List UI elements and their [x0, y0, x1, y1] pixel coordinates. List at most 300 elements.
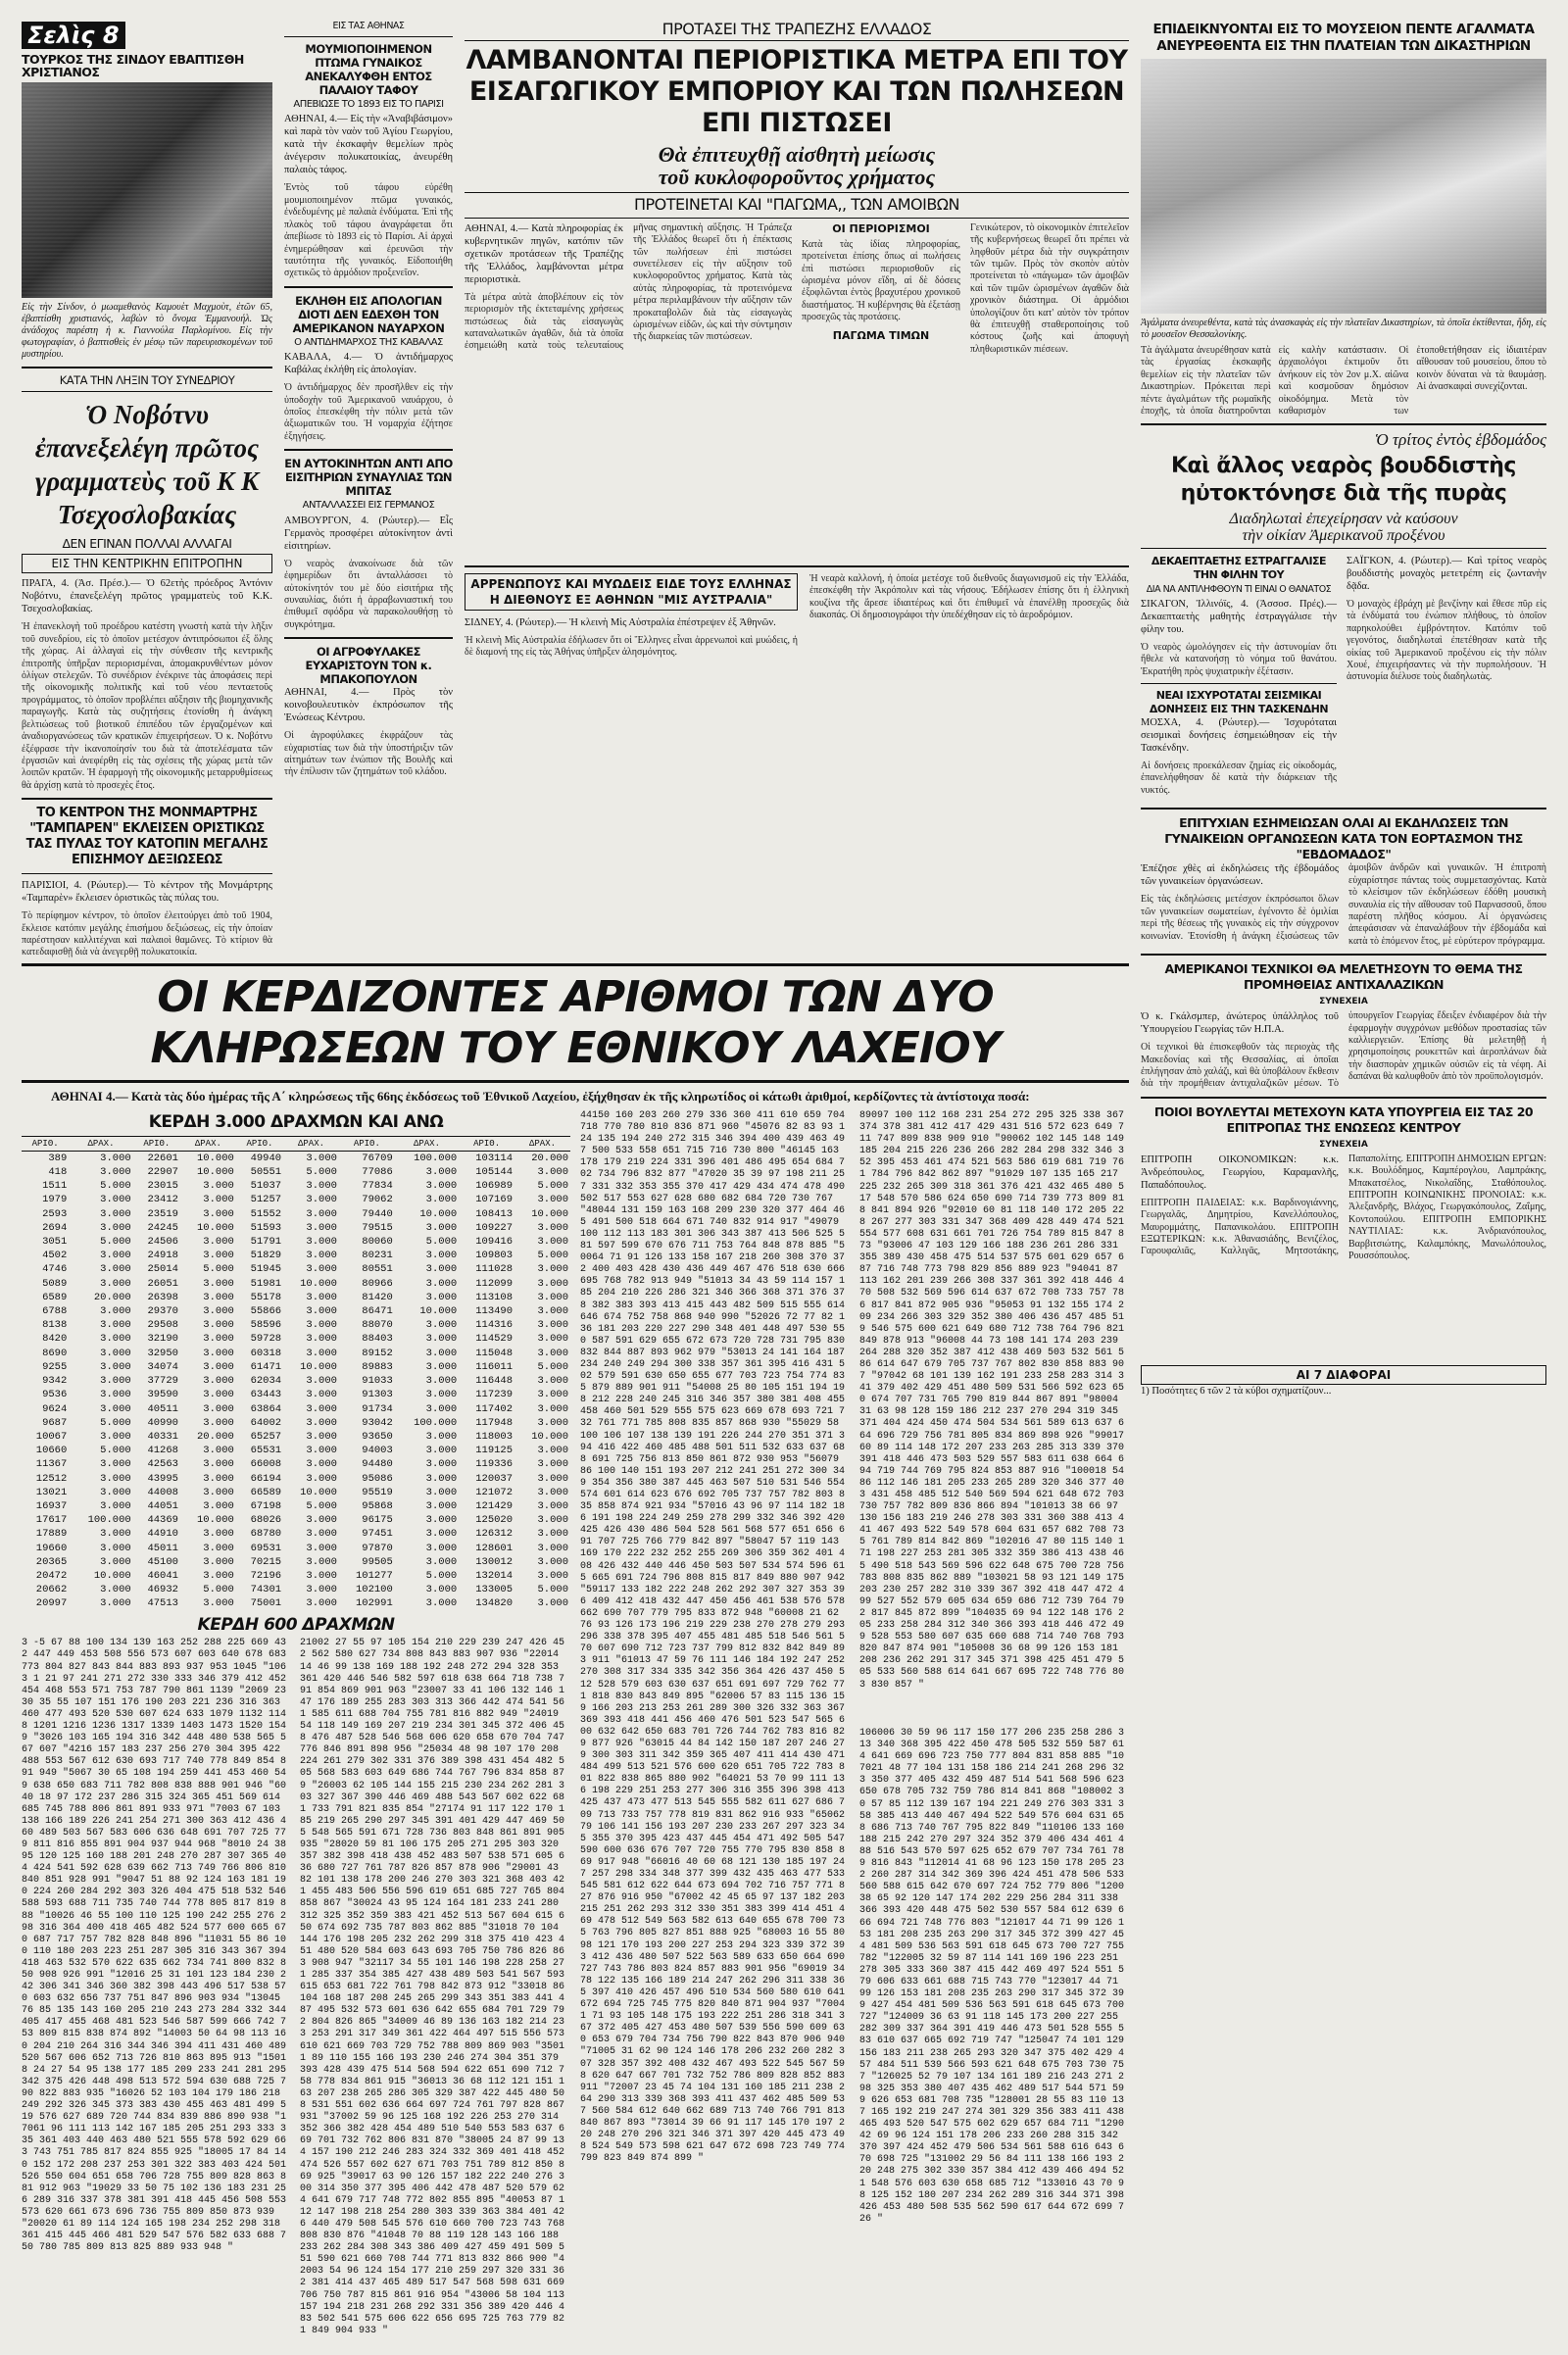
prize-amount: 3.000	[306, 1152, 337, 1164]
prize-amount: 10.000	[93, 1569, 131, 1582]
mummy-text: ΑΘΗΝΑΙ, 4.— Εἰς τὴν «Ἀναβιβάσιμον» καὶ παρὰ τὸν ναὸν τοῦ Ἁγίου Γεωργίου, κατὰ τὴν ἐκσκαφὴν θεμελίων πρὸς ἀνέγερσιν πολυκατοικίας, ἀνευρέθη παλαιὸς τάφος.	[284, 114, 453, 176]
ticket-number: 103114	[475, 1152, 514, 1164]
ticket-number: 17889	[35, 1528, 68, 1541]
ticket-number: 79515	[362, 1221, 393, 1234]
womens-week-body	[1141, 862, 1546, 948]
ticket-number: 106989	[475, 1180, 514, 1193]
ticket-number: 116448	[475, 1375, 514, 1388]
col-drach-4: ΔΡΑΧ.	[395, 1136, 459, 1151]
prize-amount: 3.000	[306, 1584, 337, 1596]
ticket-number: 58596	[250, 1319, 282, 1332]
ticket-number: 86471	[362, 1305, 393, 1318]
tashkent-body-filler: Αἱ δονήσεις προεκάλεσαν ζημίας εἰς οἰκοδομάς, ἐπανελήφθησαν δὲ κατὰ τὴν διάρκειαν τῆς νυκτός.	[1141, 760, 1337, 796]
prize-amount: 3.000	[306, 1430, 337, 1443]
ticket-number: 91033	[362, 1375, 393, 1388]
prize-amount: 3.000	[100, 1584, 131, 1596]
ticket-number: 134820	[475, 1597, 514, 1610]
lottery-section	[22, 957, 1129, 2355]
ticket-number: 25014	[147, 1263, 178, 1276]
prize-amount: 3.000	[100, 1263, 131, 1276]
bank-headline: ΛΑΜΒΑΝΟΝΤΑΙ ΠΕΡΙΟΡΙΣΤΙΚΑ ΜΕΤΡΑ ΕΠΙ ΤΟΥ ΕΙΣΑΓΩΓΙΚΟΥ ΕΜΠΟΡΙΟΥ ΚΑΙ ΤΩΝ ΠΩΛΗΣΕΩΝ ΕΠΙ ΠΙΣΤΩΣΕΙ	[466, 44, 1128, 138]
monk-body-filler: Ὁ μοναχὸς ἐβράχη μὲ βενζίνην καὶ ἔθεσε πῦρ εἰς τὰ ἐνδύματά του ἐνώπιον πλήθους, τὸ ὁποῖον παρηκολούθει ἐμβρόντητον. Κατόπιν τοῦ γεγονότος, διαδηλωταὶ ἐπετέθησαν κατὰ τῆς οἰκίας τοῦ Ἀμερικανοῦ προξένου εἰς τὴν πόλιν Χουέ, ἐπιχειρήσαντες νὰ τὴν πυρπολήσουν. Ἡ ἀστυνομία διέλυσε τοὺς διαδηλωτὰς.	[1347, 598, 1546, 683]
prize-amount: 3.000	[100, 1305, 131, 1318]
ticket-number: 62034	[250, 1375, 282, 1388]
prize-amount: 3.000	[100, 1555, 131, 1568]
ticket-number: 80966	[362, 1277, 393, 1290]
prize-amount: 3.000	[100, 1499, 131, 1512]
prize-amount: 3.000	[100, 1360, 131, 1373]
ticket-number: 29370	[147, 1305, 178, 1318]
diafores-headline: ΑΙ 7 ΔΙΑΦΟΡΑΙ	[1141, 1365, 1546, 1385]
table-row	[22, 1347, 570, 1360]
table-row	[22, 1332, 570, 1346]
ticket-number: 23412	[147, 1194, 178, 1206]
prize-amount: 10.000	[300, 1277, 337, 1290]
ticket-number: 89152	[362, 1347, 393, 1359]
prize-amount: 10.000	[531, 1430, 568, 1443]
prize-amount: 3.000	[100, 1402, 131, 1415]
ticket-number: 41268	[147, 1445, 178, 1457]
ticket-number: 89883	[362, 1360, 393, 1373]
navarchon-text: ΚΑΒΑΛΑ, 4.— Ὁ ἀντιδήμαρχος Καβάλας ἐκλήθη εἰς ἀπολογίαν.	[284, 352, 453, 376]
prize-amount: 3.000	[425, 1486, 458, 1498]
table-row	[22, 1193, 570, 1206]
monk-kicker: Ὁ τρίτος ἐντὸς ἑβδομάδος	[1374, 430, 1546, 450]
prize-amount: 3.000	[100, 1458, 131, 1471]
ticket-number: 112099	[475, 1277, 514, 1290]
mummy-deck: ΑΠΕΒΙΩΣΕ ΤΟ 1893 ΕΙΣ ΤΟ ΠΑΡΙΣΙ	[293, 98, 444, 110]
lottery-small-list-1: 3 -5 67 88 100 134 139 163 252 288 225 669 432 447 449 453 508 556 573 607 603 640 678 683 773 804 827 843 844 883 893 937 953 1045 "1063 1 21 97 241 271 272 330 333 346 379 412 452 454 468 553 571 753 787 790 861 1139 "2069 23 30 35 55 107 151 176 190 203 221 236 316 363 460 477 493 520 530 607 624 633 1079 1132 1148 1201 1216 1236 1317 1339 1403 1473 1520 1549 "3026 103 165 194 316 342 448 480 538 565 567 607 "4216 157 183 237 256 270 304 395 422 488 553 567 612 630 693 717 740 778 849 854 891 949 "5067 30 65 108 194 259 441 453 460 549 638 650 683 711 782 808 838 888 901 946 "6040 18 97 172 237 286 315 324 365 451 569 614 685 745 788 806 861 891 933 971 "7003 67 103 138 166 189 226 241 254 271 300 363 412 436 460 489 503 567 583 606 636 648 691 707 725 779 811 816 855 891 904 937 944 968 "8010 24 38 95 120 125 160 188 201 248 270 287 307 365 404 424 541 592 628 639 662 713 749 766 806 810 840 851 928 991 "9047 51 88 92 124 163 181 190 224 260 284 292 303 326 404 475 518 532 546 588 593 688 711 735 740 744 778 805 817 819 888 "10026 46 55 100 110 125 190 242 255 276 298 316 364 400 418 465 482 524 577 600 665 670 687 717 757 782 828 848 896 "11031 55 86 100 110 180 203 223 251 287 305 316 343 367 394 418 463 532 570 622 635 662 734 741 800 832 850 908 926 991 "12016 25 31 101 123 184 230 242 306 341 346 360 382 398 443 496 517 538 570 603 632 656 737 751 847 896 903 934 "13045 76 85 135 143 160 205 210 243 273 284 332 344 405 417 455 468 481 523 546 587 599 666 742 753 809 815 838 874 892 "14003 50 64 98 113 160 204 210 264 316 344 346 394 411 431 460 489 520 567 606 652 713 726 810 863 895 913 "15018 24 27 54 95 138 177 185 209 233 241 281 295 342 375 426 448 498 513 572 594 630 688 725 790 822 883 935 "16026 52 103 104 179 186 218 249 292 326 345 373 383 430 455 463 481 499 519 576 627 689 720 744 834 839 886 890 938 "17061 96 111 113 142 167 185 205 251 293 333 335 361 403 440 463 480 521 555 578 592 629 663 743 751 785 817 824 855 925 "18005 17 84 140 152 172 208 237 253 301 322 383 403 424 501 526 550 604 651 658 706 728 755 809 828 863 881 912 963 "19029 33 50 75 102 136 183 231 256 289 316 337 378 381 391 418 445 456 508 553 573 620 661 673 696 736 755 809 850 873 939 "20020 61 89 114 124 165 198 234 252 298 318 361 415 445 466 481 529 547 576 582 633 688 750 780 785 809 813 825 889 933 948 "	[22, 1638, 293, 2254]
ticket-number: 94480	[362, 1458, 393, 1471]
ticket-number: 46932	[147, 1584, 178, 1596]
table-row	[22, 1499, 570, 1513]
ticket-number: 9687	[42, 1416, 68, 1429]
prize-amount: 3.000	[537, 1416, 568, 1429]
baptism-headline: ΤΟΥΡΚΟΣ ΤΗΣ ΣΙΝΔΟΥ ΕΒΑΠΤΙΣΘΗ ΧΡΙΣΤΙΑΝΟΣ	[22, 52, 244, 80]
bank-subhead-1: ΟΙ ΠΕΡΙΟΡΙΣΜΟΙ	[832, 221, 930, 235]
ticket-number: 109803	[475, 1250, 514, 1262]
prize-amount: 3.000	[203, 1402, 234, 1415]
table-row	[22, 1291, 570, 1304]
table-row	[22, 1583, 570, 1596]
lottery-big-title: ΚΕΡΔΗ 3.000 ΔΡΑΧΜΩΝ ΚΑΙ ΑΝΩ	[148, 1112, 444, 1132]
table-row	[22, 1207, 570, 1221]
ticket-number: 46041	[147, 1569, 178, 1582]
prize-amount: 3.000	[203, 1291, 234, 1303]
prize-amount: 3.000	[425, 1445, 458, 1457]
prize-amount: 3.000	[537, 1472, 568, 1485]
ticket-number: 44008	[147, 1486, 178, 1498]
col-arith-2: ΑΡΙΘ.	[133, 1136, 180, 1151]
ticket-number: 101277	[355, 1569, 393, 1582]
prize-amount: 3.000	[425, 1389, 458, 1401]
ticket-number: 51829	[250, 1250, 282, 1262]
prize-amount: 3.000	[203, 1569, 234, 1582]
novotny-kicker: ΚΑΤΑ ΤΗΝ ΛΗΞΙΝ ΤΟΥ ΣΥΝΕΔΡΙΟΥ	[59, 373, 235, 388]
ticket-number: 9342	[42, 1375, 68, 1388]
prize-amount: 3.000	[537, 1445, 568, 1457]
table-row	[22, 1527, 570, 1541]
ticket-number: 120037	[475, 1472, 514, 1485]
prize-amount: 3.000	[100, 1597, 131, 1610]
ticket-number: 44369	[147, 1514, 178, 1527]
ticket-number: 70215	[250, 1555, 282, 1568]
prize-amount: 3.000	[537, 1597, 568, 1610]
prize-amount: 3.000	[425, 1584, 458, 1596]
ticket-number: 42563	[147, 1458, 178, 1471]
ticket-number: 81420	[362, 1291, 393, 1303]
ticket-number: 10067	[35, 1430, 68, 1443]
montmartre-headline: ΤΟ ΚΕΝΤΡΟΝ ΤΗΣ ΜΟΝΜΑΡΤΡΗΣ "ΤΑΜΠΑΡΕΝ" ΕΚΛΕΙΣΕΝ ΟΡΙΣΤΙΚΩΣ ΤΑΣ ΠΥΛΑΣ ΤΟΥ ΚΑΤΟΠΙΝ ΜΕΓΑΛΗΣ ΕΠΙΣΗΜΟΥ ΔΕΞΙΩΣΕΩΣ	[25, 806, 269, 868]
column-5	[1141, 22, 1546, 1403]
ticket-number: 32190	[147, 1333, 178, 1346]
ticket-number: 34074	[147, 1360, 178, 1373]
ticket-number: 121429	[475, 1499, 514, 1512]
prize-amount: 100.000	[87, 1514, 131, 1527]
prize-amount: 3.000	[537, 1263, 568, 1276]
lottery-big-header-row	[22, 1136, 570, 1151]
ticket-number: 51981	[250, 1277, 282, 1290]
ticket-number: 40511	[147, 1402, 178, 1415]
ticket-number: 118003	[475, 1430, 514, 1443]
prize-amount: 3.000	[537, 1347, 568, 1359]
ticket-number: 49940	[250, 1152, 282, 1164]
prize-amount: 3.000	[425, 1250, 458, 1262]
bank-story	[465, 22, 1129, 664]
ticket-number: 26398	[147, 1291, 178, 1303]
ticket-number: 44910	[147, 1528, 178, 1541]
prize-amount: 3.000	[203, 1305, 234, 1318]
ticket-number: 74301	[250, 1584, 282, 1596]
prize-amount: 3.000	[537, 1389, 568, 1401]
col-drach-1: ΔΡΑΧ.	[69, 1136, 132, 1151]
ticket-number: 113490	[475, 1305, 514, 1318]
bank-kicker: ΠΡΟΤΑΣΕΙ ΤΗΣ ΤΡΑΠΕΖΗΣ ΕΛΛΑΔΟΣ	[465, 22, 1129, 41]
prize-amount: 3.000	[537, 1486, 568, 1498]
ticket-number: 23519	[147, 1207, 178, 1220]
ticket-number: 51257	[250, 1194, 282, 1206]
prize-amount: 3.000	[306, 1236, 337, 1249]
prize-amount: 5.000	[537, 1250, 568, 1262]
lottery-small-title: ΚΕΡΔΗ 600 ΔΡΑΧΜΩΝ	[197, 1614, 395, 1635]
column-1	[22, 22, 272, 964]
lottery-body	[22, 1110, 1129, 2355]
prize-amount: 5.000	[100, 1445, 131, 1457]
lottery-headline: ΟΙ ΚΕΡΔΙΖΟΝΤΕΣ ΑΡΙΘΜΟΙ ΤΩΝ ΔΥΟ ΚΛΗΡΩΣΕΩΝ ΤΟΥ ΕΘΝΙΚΟΥ ΛΑΧΕΙΟΥ	[150, 972, 1001, 1073]
ticket-number: 51593	[250, 1221, 282, 1234]
ticket-number: 97870	[362, 1542, 393, 1554]
ticket-number: 61471	[250, 1360, 282, 1373]
prize-amount: 3.000	[100, 1166, 131, 1179]
prize-amount: 3.000	[425, 1263, 458, 1276]
ticket-number: 20365	[35, 1555, 68, 1568]
hail-body-filler: Οἱ τεχνικοὶ θὰ ἐπισκεφθοῦν τὰς περιοχὰς τῆς Μακεδονίας καὶ τῆς Θεσσαλίας, αἱ ὁποῖαι ἐπλήγησαν ἀπὸ χαλάζι, καὶ θὰ ὑποβάλουν ἔκθεσιν διὰ τὴν προμήθειαν ἀντιχαλαζικῶν μέσων. Τὸ ὑπουργεῖον Γεωργίας ἔδειξεν ἐνδιαφέρον διὰ τὴν ἐφαρμογὴν συγχρόνων μεθόδων προστασίας τῶν καλλιεργειῶν. Ἐπίσης θὰ μελετηθῇ ἡ χρησιμοποίησις ρουκεττῶν καὶ ἀεροπλάνων διὰ τὴν διασπορὰν χημικῶν οὐσιῶν εἰς τὰ νέφη. Αἱ δαπάναι θὰ καλυφθοῦν ἀπὸ τὸν προϋπολογισμόν.	[1141, 1010, 1546, 1090]
prize-amount: 3.000	[306, 1263, 337, 1276]
ticket-number: 55178	[250, 1291, 282, 1303]
prize-amount: 3.000	[306, 1250, 337, 1262]
ticket-number: 66589	[250, 1486, 282, 1498]
ticket-number: 128601	[475, 1542, 514, 1554]
mummy-headline: ΜΟΥΜΙΟΠΟΙΗΜΕΝΟΝ ΠΤΩΜΑ ΓΥΝΑΙΚΟΣ ΑΝΕΚΑΛΥΦΘΗ ΕΝΤΟΣ ΠΑΛΑΙΟΥ ΤΑΦΟΥ	[305, 41, 432, 97]
prize-amount: 3.000	[425, 1277, 458, 1290]
prize-amount: 3.000	[425, 1194, 458, 1206]
prize-amount: 3.000	[425, 1458, 458, 1471]
prize-amount: 3.000	[100, 1542, 131, 1554]
ticket-number: 8690	[42, 1347, 68, 1359]
ticket-number: 24918	[147, 1250, 178, 1262]
table-row	[22, 1388, 570, 1401]
prize-amount: 3.000	[203, 1555, 234, 1568]
ticket-number: 66008	[250, 1458, 282, 1471]
prize-amount: 3.000	[425, 1528, 458, 1541]
baptism-photo	[22, 82, 272, 298]
ticket-number: 12512	[35, 1472, 68, 1485]
bank-text: ΑΘΗΝΑΙ, 4.— Κατὰ πληροφορίας ἐκ κυβερνητικῶν πηγῶν, κατόπιν τῶν σχετικῶν προτάσεων τῆς Τραπέζης τῆς Ἑλλάδος, λαμβάνονται μέτρα περιοριστικὰ.	[465, 222, 623, 285]
ticket-number: 50551	[250, 1166, 282, 1179]
ticket-number: 63443	[250, 1389, 282, 1401]
chicago-body-filler: Ὁ νεαρὸς ὡμολόγησεν εἰς τὴν ἀστυνομίαν ὅτι ἤθελε νὰ κατανοήσῃ τὸ νόημα τοῦ θανάτου. Ἐκρατήθη πρὸς ψυχιατρικὴν ἐξέτασιν.	[1141, 641, 1337, 677]
prize-amount: 3.000	[537, 1402, 568, 1415]
ticket-number: 115048	[475, 1347, 514, 1359]
ticket-number: 72196	[250, 1569, 282, 1582]
womens-week-text: Ἐπέζησε χθὲς αἱ ἐκδηλώσεις τῆς ἐβδομάδος τῶν γυναικείων ὀργανώσεων.	[1141, 863, 1339, 888]
ticket-number: 109227	[475, 1221, 514, 1234]
table-row	[22, 1165, 570, 1179]
ticket-number: 66194	[250, 1472, 282, 1485]
prize-amount: 3.000	[425, 1180, 458, 1193]
prize-amount: 3.000	[203, 1194, 234, 1206]
ticket-number: 418	[48, 1166, 68, 1179]
ticket-number: 44051	[147, 1499, 178, 1512]
ticket-number: 6589	[42, 1291, 68, 1303]
ticket-number: 119336	[475, 1458, 514, 1471]
prize-amount: 3.000	[203, 1528, 234, 1541]
ticket-number: 116011	[475, 1360, 514, 1373]
ticket-number: 20662	[35, 1584, 68, 1596]
prize-amount: 3.000	[306, 1389, 337, 1401]
table-row	[22, 1277, 570, 1291]
monk-deck-1: Διαδηλωταὶ ἐπεχείρησαν νὰ καύσουν	[1229, 511, 1458, 528]
ticket-number: 114529	[475, 1333, 514, 1346]
prize-amount: 5.000	[537, 1584, 568, 1596]
table-row	[22, 1179, 570, 1193]
ticket-number: 65531	[250, 1445, 282, 1457]
column-2	[284, 22, 453, 784]
ticket-number: 77086	[362, 1166, 393, 1179]
lottery-left-block	[22, 1110, 570, 2355]
prize-amount: 3.000	[306, 1347, 337, 1359]
ticket-number: 96175	[362, 1514, 393, 1527]
table-row	[22, 1416, 570, 1430]
ticket-number: 24245	[147, 1221, 178, 1234]
bank-body-filler-2: Κατὰ τὰς ἰδίας πληροφορίας, προτείνεται ἐπίσης ὅπως αἱ πωλήσεις ἐπὶ πιστώσει περιορισθοῦν εἰς ὡρισμένα μόνον εἴδη, αἱ δὲ δόσεις ἐξοφλῶνται ἐντὸς βραχυτέρου χρονικοῦ διαστήματος. Ἡ κυβέρνησις θὰ ἐξετάσῃ προσεχῶς τὰς προτάσεις.	[802, 238, 960, 323]
prize-amount: 3.000	[306, 1597, 337, 1610]
prize-amount: 3.000	[425, 1472, 458, 1485]
prize-amount: 3.000	[425, 1291, 458, 1303]
ticket-number: 102100	[355, 1584, 393, 1596]
col-arith-3: ΑΡΙΘ.	[236, 1136, 283, 1151]
lottery-right-block	[859, 1110, 1129, 2355]
newspaper-page	[22, 20, 1546, 2336]
prize-amount: 3.000	[100, 1277, 131, 1290]
table-row	[22, 1360, 570, 1374]
ticket-number: 130012	[475, 1555, 514, 1568]
ticket-number: 94003	[362, 1445, 393, 1457]
ticket-number: 80551	[362, 1263, 393, 1276]
monk-headline: Καὶ ἄλλος νεαρὸς βουδδιστὴς ηὐτοκτόνησε διὰ τῆς πυρὰς	[1171, 454, 1516, 507]
ticket-number: 65257	[250, 1430, 282, 1443]
ticket-number: 68780	[250, 1528, 282, 1541]
prize-amount: 3.000	[425, 1333, 458, 1346]
ticket-number: 5089	[42, 1277, 68, 1290]
ticket-number: 8420	[42, 1333, 68, 1346]
prize-amount: 10.000	[197, 1514, 234, 1527]
table-row	[22, 1596, 570, 1610]
prize-amount: 3.000	[203, 1445, 234, 1457]
prize-amount: 3.000	[425, 1166, 458, 1179]
table-row	[22, 1249, 570, 1262]
prize-amount: 3.000	[306, 1305, 337, 1318]
col-arith-5: ΑΡΙΘ.	[459, 1136, 514, 1151]
table-row	[22, 1486, 570, 1499]
prize-amount: 3.000	[537, 1333, 568, 1346]
ticket-number: 95086	[362, 1472, 393, 1485]
prize-amount: 3.000	[203, 1486, 234, 1498]
ticket-number: 32950	[147, 1347, 178, 1359]
table-row	[22, 1569, 570, 1583]
mummy-kicker: ΕΙΣ ΤΑΣ ΑΘΗΝΑΣ	[332, 21, 405, 31]
prize-amount: 3.000	[425, 1499, 458, 1512]
chicago-headline: ΔΕΚΑΕΠΤΑΕΤΗΣ ΕΣΤΡΑΓΓΑΛΙΣΕ ΤΗΝ ΦΙΛΗΝ ΤΟΥ	[1151, 554, 1327, 581]
prize-amount: 3.000	[203, 1499, 234, 1512]
ticket-number: 37729	[147, 1375, 178, 1388]
bank-body-filler-3: Γενικώτερον, τὸ οἰκονομικὸν ἐπιτελεῖον τῆς κυβερνήσεως θεωρεῖ ὅτι πρέπει νὰ ληφθοῦν μέτρα διὰ τὴν συγκράτησιν τῶν τιμῶν. Πρὸς τὸν σκοπὸν αὐτὸν προτείνεται τὸ «πάγωμα» τῶν ἀμοιβῶν καὶ τῶν τιμῶν ὡρισμένων ἀγαθῶν διὰ χρονικὸν διάστημα. Οἱ ἁρμόδιοι ὑπολογίζουν ὅτι κατ' αὐτὸν τὸν τρόπον θὰ ἐπιτευχθῇ σταθεροποίησις τοῦ κόστους ζωῆς καὶ ἀποφυγὴ πληθωριστικῶν πιέσεων.	[970, 221, 1129, 355]
ticket-number: 64002	[250, 1416, 282, 1429]
lottery-small-list-4: 89097 100 112 168 231 254 272 295 325 338 367 374 378 381 412 417 429 431 516 572 623 649 711 747 809 838 909 910 "90062 102 145 148 149 185 204 215 226 236 266 282 284 298 332 346 352 395 453 461 474 521 563 586 619 681 719 761 784 796 842 862 897 "91029 107 135 165 217 225 232 265 309 318 361 376 421 432 465 480 517 548 570 586 624 650 690 714 739 773 809 818 841 894 926 "92010 60 81 118 140 172 205 228 267 277 303 331 347 368 409 428 449 474 521 554 577 608 631 661 701 726 754 789 815 847 873 "93006 47 103 129 166 188 236 261 286 331 355 389 430 458 475 514 537 575 601 629 657 687 716 748 773 798 829 856 889 923 "94041 87 113 162 201 239 266 308 337 361 392 418 446 470 508 532 569 596 614 637 672 708 733 757 786 817 841 872 905 936 "95053 91 132 155 174 209 234 266 303 329 352 380 406 436 457 485 519 546 575 600 621 649 680 712 738 764 796 821 849 878 913 "96008 44 73 108 141 174 203 239 264 288 320 352 387 412 438 469 503 532 561 586 614 647 679 705 737 767 802 830 858 883 907 "97042 68 101 139 162 191 233 258 283 314 341 379 402 429 451 480 509 531 566 592 623 650 674 707 731 765 790 819 844 867 891 "98004 31 63 98 128 159 186 212 237 270 294 319 345 371 404 424 450 474 504 534 561 589 613 637 664 696 729 756 781 805 834 869 898 926 "99017 60 89 114 148 172 207 233 263 285 313 339 370 391 418 446 473 503 529 557 583 611 638 664 694 719 744 769 795 824 853 887 916 "100018 54 86 112 146 181 205 233 265 289 320 346 377 403 431 458 485 512 540 569 594 621 648 672 703 730 757 782 809 836 866 894 "101013 38 66 97 130 156 183 219 246 278 303 331 360 388 413 441 467 493 522 549 578 604 631 657 682 708 735 761 789 814 842 869 "102016 47 80 115 140 171 198 227 253 281 305 332 359 386 413 438 465 490 518 543 569 596 622 648 675 700 728 756 783 808 835 862 889 "103021 58 93 121 149 175 203 230 257 282 310 339 367 392 418 447 472 499 527 552 579 605 634 659 686 712 739 764 792 817 845 872 899 "104035 69 94 122 148 176 205 233 258 284 312 340 366 393 418 446 472 499 528 553 580 607 635 660 688 714 740 768 793 820 847 874 901 "105008 36 68 99 126 153 181 208 236 262 291 317 345 371 398 425 451 479 505 533 560 588 614 641 667 695 722 748 776 803 830 857 "	[859, 1110, 1131, 1691]
prize-amount: 3.000	[100, 1347, 131, 1359]
table-row	[22, 1555, 570, 1569]
ticket-number: 80060	[362, 1236, 393, 1249]
ticket-number: 6788	[42, 1305, 68, 1318]
womens-week-headline: ΕΠΙΤΥΧΙΑΝ ΕΣΗΜΕΙΩΣΑΝ ΟΛΑΙ ΑΙ ΕΚΔΗΛΩΣΕΙΣ ΤΩΝ ΓΥΝΑΙΚΕΙΩΝ ΟΡΓΑΝΩΣΕΩΝ ΚΑΤΑ ΤΟΝ ΕΟΡΤΑΣΜΟΝ ΤΗΣ "ΕΒΔΟΜΑΔΟΣ"	[1164, 815, 1523, 862]
ticket-number: 79062	[362, 1194, 393, 1206]
ticket-number: 17617	[35, 1514, 68, 1527]
prize-amount: 100.000	[414, 1416, 458, 1429]
lottery-intro: ΑΘΗΝΑΙ 4.— Κατὰ τὰς δύο ἡμέρας τῆς Α΄ κληρώσεως τῆς 66ης ἐκδόσεως τοῦ Ἐθνικοῦ Λαχείου, ἐξήχθησαν ἐκ τῆς κληρωτίδος οἱ κάτωθι ἀριθμοί, κερδίζοντες τὰ ἀντίστοιχα ποσά:	[51, 1089, 1030, 1104]
prize-amount: 5.000	[100, 1236, 131, 1249]
prize-amount: 3.000	[203, 1597, 234, 1610]
novotny-deck-2: ΕΙΣ ΤΗΝ ΚΕΝΤΡΙΚΗΝ ΕΠΙΤΡΟΠΗΝ	[22, 554, 272, 573]
ticket-number: 93650	[362, 1430, 393, 1443]
lottery-small-left	[22, 1638, 571, 2336]
prize-amount: 3.000	[100, 1430, 131, 1443]
ticket-number: 117948	[475, 1416, 514, 1429]
prize-amount: 3.000	[425, 1375, 458, 1388]
prize-amount: 10.000	[419, 1305, 458, 1318]
prize-amount: 3.000	[306, 1528, 337, 1541]
statues-photo	[1141, 59, 1546, 314]
prize-amount: 3.000	[537, 1194, 568, 1206]
australia-body-filler: Ἡ κλεινὴ Μὶς Αὐστραλία ἐδήλωσεν ὅτι οἱ Ἕλληνες εἶναι ἀρρενωποὶ καὶ μυώδεις, ἡ δὲ διαμονή της εἰς τὰς Ἀθήνας ὑπῆρξεν ἀλησμόνητος.	[465, 634, 798, 659]
ticket-number: 121072	[475, 1486, 514, 1498]
prize-amount: 3.000	[203, 1458, 234, 1471]
table-row	[22, 1472, 570, 1486]
chicago-text: ΣΙΚΑΓΟΝ, Ἰλλινόϊς, 4. (Ἀσσοσ. Πρές).— Δεκαεπταετὴς μαθητὴς ἐστραγγάλισε τὴν φίλην του.	[1141, 598, 1337, 635]
ticket-number: 45100	[147, 1555, 178, 1568]
prize-amount: 3.000	[100, 1221, 131, 1234]
farmers-headline: ΟΙ ΑΓΡΟΦΥΛΑΚΕΣ ΕΥΧΑΡΙΣΤΟΥΝ ΤΟΝ κ. ΜΠΑΚΟΠΟΥΛΟΝ	[305, 645, 432, 687]
prize-amount: 3.000	[425, 1221, 458, 1234]
prize-amount: 3.000	[203, 1207, 234, 1220]
page-label: Σελὶς 8	[22, 22, 125, 49]
ticket-number: 88070	[362, 1319, 393, 1332]
prize-amount: 3.000	[537, 1375, 568, 1388]
prize-amount: 3.000	[537, 1236, 568, 1249]
prize-amount: 3.000	[306, 1319, 337, 1332]
tashkent-text: ΜΟΣΧΑ, 4. (Ρώυτερ).— Ἰσχυρόταται σεισμικαὶ δονήσεις ἐσημειώθησαν εἰς τὴν Τασκένδην.	[1141, 717, 1337, 755]
prize-amount: 3.000	[306, 1180, 337, 1193]
prize-amount: 10.000	[419, 1207, 458, 1220]
lottery-small-list-5: 106006 30 59 96 117 150 177 206 235 258 286 313 340 368 395 422 450 478 505 532 559 587 614 641 669 696 723 750 777 804 831 858 885 "107021 48 77 104 131 158 186 214 241 268 296 323 350 377 405 432 459 487 514 541 568 596 623 650 678 705 732 759 786 814 841 868 "108002 30 57 85 112 139 167 194 221 249 276 303 331 358 385 413 440 467 494 522 549 576 604 631 658 686 713 740 767 795 822 849 "110106 133 160 188 215 242 270 297 324 352 379 406 434 461 488 516 543 570 597 625 652 679 707 734 761 789 816 843 "112014 41 68 96 123 150 178 205 232 260 287 314 342 369 396 424 451 478 506 533 560 588 615 642 670 697 724 752 779 806 "120038 65 92 120 147 174 202 229 256 284 311 338 366 393 420 448 475 502 530 557 584 612 639 666 694 721 748 776 803 "121017 44 71 99 126 153 181 208 235 263 290 317 345 372 399 427 454 481 509 536 563 591 618 645 673 700 727 755 782 "122005 32 59 87 114 141 169 196 223 251 278 305 333 360 387 415 442 469 497 524 551 579 606 633 661 688 715 743 770 "123017 44 71 99 126 153 181 208 235 263 290 317 345 372 399 427 454 481 509 536 563 591 618 645 673 700 727 "124009 36 63 91 118 145 173 200 227 255 282 309 337 364 391 419 446 473 501 528 555 583 610 637 665 692 719 747 "125047 74 101 129 156 183 211 238 265 293 320 347 375 402 429 457 484 511 539 566 593 621 648 675 703 730 757 "126025 52 79 107 134 161 189 216 243 271 298 325 353 380 407 435 462 489 517 544 571 599 626 653 681 708 735 "128001 28 55 83 110 137 165 192 219 247 274 301 329 356 383 411 438 465 493 520 547 575 602 629 657 684 711 "129042 69 96 124 151 178 206 233 260 288 315 342 370 397 424 452 479 506 534 561 588 616 643 670 698 725 "131002 29 56 84 111 138 166 193 220 248 275 302 330 357 384 412 439 466 494 521 548 576 603 630 658 685 712 "133016 43 70 98 125 152 180 207 234 262 289 316 344 371 398 426 453 480 508 535 562 590 617 644 672 699 726 "	[859, 1728, 1131, 2225]
ticket-number: 40331	[147, 1430, 178, 1443]
monk-chicago-row	[1141, 555, 1546, 802]
table-row	[22, 1542, 570, 1555]
prize-amount: 3.000	[425, 1319, 458, 1332]
ticket-number: 114316	[475, 1319, 514, 1332]
ticket-number: 67198	[250, 1499, 282, 1512]
navarchon-headline: ΕΚΛΗΘΗ ΕΙΣ ΑΠΟΛΟΓΙΑΝ ΔΙΟΤΙ ΔΕΝ ΕΔΕΧΘΗ ΤΟΝ ΑΜΕΡΙΚΑΝΟΝ ΝΑΥΑΡΧΟΝ	[292, 293, 445, 335]
ticket-number: 77834	[362, 1180, 393, 1193]
prize-amount: 3.000	[203, 1277, 234, 1290]
ticket-number: 117402	[475, 1402, 514, 1415]
prize-amount: 3.000	[306, 1221, 337, 1234]
prize-amount: 5.000	[306, 1166, 337, 1179]
automobiles-text: ΑΜΒΟΥΡΓΟΝ, 4. (Ρώυτερ).— Εἷς Γερμανὸς προσφέρει αὐτοκίνητον ἀντὶ εἰσιτηρίων.	[284, 515, 453, 552]
ticket-number: 79440	[362, 1207, 393, 1220]
ticket-number: 389	[48, 1152, 68, 1164]
ticket-number: 20997	[35, 1597, 68, 1610]
col-arith-1: ΑΡΙΘ.	[22, 1136, 69, 1151]
ticket-number: 95519	[362, 1486, 393, 1498]
bank-body-filler-1: Τὰ μέτρα αὐτὰ ἀποβλέπουν εἰς τὸν περιορισμὸν τῆς ἐκτεταμένης χρήσεως πιστώσεως διὰ τὰς εἰσαγωγὰς καταναλωτικῶν ἀγαθῶν, διὰ τὰ ὁποῖα ἐσημειώθη κατὰ τοὺς τελευταίους μῆνας σημαντικὴ αὔξησις. Ἡ Τράπεζα τῆς Ἑλλάδος θεωρεῖ ὅτι ἡ ἐπέκτασις τῶν πωλήσεων ἐπὶ πιστώσει συνετέλεσεν εἰς τὴν αὔξησιν τοῦ κυκλοφοροῦντος χρήματος. Κατὰ τὰς αὐτὰς πληροφορίας, τὰ προτεινόμενα μέτρα περιλαμβάνουν τὴν αὔξησιν τῶν προκαταβολῶν διὰ τὰς εἰσαγωγὰς ὡρισμένων εἰδῶν, ὡς καὶ τὴν σύντμησιν τῆς διαρκείας τῶν πιστώσεων.	[465, 221, 792, 352]
ticket-number: 24506	[147, 1236, 178, 1249]
prize-amount: 3.000	[203, 1375, 234, 1388]
prize-amount: 3.000	[203, 1250, 234, 1262]
womens-week-body-filler: Εἰς τὰς ἐκδηλώσεις μετέσχον ἐκπρόσωποι ὅλων τῶν γυναικείων σωματείων, ἐγένοντο δὲ ὁμιλίαι περὶ τῆς θέσεως τῆς γυναικὸς εἰς τὴν σύγχρονον κοινωνίαν. Ἐτονίσθη ἡ ἀνάγκη ἐξισώσεως τῶν ἀμοιβῶν ἀνδρῶν καὶ γυναικῶν. Ἡ ἐπιτροπὴ εὐχαρίστησε πάντας τοὺς συμμετασχόντας. Κατὰ τὸ κλείσιμον τῶν ἐκδηλώσεων ἐδόθη μουσικὴ συναυλία εἰς τὴν αἴθουσαν τοῦ Παρνασσοῦ, ὅπου παρέστη πλῆθος κόσμου. Αἱ ὀργανώσεις ἀπεφάσισαν νὰ ἐπαναλάβουν τὴν ἐβδομάδα καὶ κατὰ τὸ ἑπόμενον ἔτος, μὲ εὐρύτερον πρόγραμμα.	[1141, 862, 1546, 947]
automobiles-headline: ΕΝ ΑΥΤΟΚΙΝΗΤΩΝ ΑΝΤΙ ΑΠΟ ΕΙΣΙΤΗΡΙΩΝ ΣΥΝΑΥΛΙΑΣ ΤΩΝ ΜΠΙΤΑΣ	[284, 457, 453, 499]
prize-amount: 3.000	[537, 1277, 568, 1290]
farmers-text: ΑΘΗΝΑΙ, 4.— Πρὸς τὸν κοινοβουλευτικὸν ἐκπρόσωπον τῆς Ἑνώσεως Κέντρου.	[284, 687, 453, 724]
prize-amount: 3.000	[537, 1291, 568, 1303]
prize-amount: 3.000	[100, 1375, 131, 1388]
ticket-number: 88403	[362, 1333, 393, 1346]
hail-headline: ΑΜΕΡΙΚΑΝΟΙ ΤΕΧΝΙΚΟΙ ΘΑ ΜΕΛΕΤΗΣΟΥΝ ΤΟ ΘΕΜΑ ΤΗΣ ΠΡΟΜΗΘΕΙΑΣ ΑΝΤΙΧΑΛΑΖΙΚΩΝ	[1164, 961, 1523, 993]
prize-amount: 3.000	[425, 1402, 458, 1415]
australia-body-filler-2: Ἡ νεαρὰ καλλονή, ἡ ὁποία μετέσχε τοῦ διεθνοῦς διαγωνισμοῦ εἰς τὴν Ἑλλάδα, ἐπεσκέφθη τὴν Ἀκρόπολιν καὶ τὰς νήσους. Ἐδήλωσεν ἐπίσης ὅτι ἡ ἑλληνικὴ κουζίνα τῆς ἄρεσε ἰδιαιτέρως καὶ ὅτι ἐπιθυμεῖ νὰ ἐπανέλθῃ προσεχῶς διὰ διακοπάς. Οἱ δημοσιογράφοι τὴν ὑπεδέχθησαν εἰς τὸ ἀεροδρόμιον.	[809, 572, 1129, 620]
center-headline: ΠΟΙΟΙ ΒΟΥΛΕΥΤΑΙ ΜΕΤΕΧΟΥΝ ΚΑΤΑ ΥΠΟΥΡΓΕΙΑ ΕΙΣ ΤΑΣ 20 ΕΠΙΤΡΟΠΑΣ ΤΗΣ ΕΝΩΣΕΩΣ ΚΕΝΤΡΟΥ	[1153, 1104, 1534, 1135]
prize-amount: 3.000	[203, 1472, 234, 1485]
ticket-number: 108413	[475, 1207, 514, 1220]
ticket-number: 76709	[362, 1152, 393, 1164]
farmers-body-filler: Οἱ ἀγροφύλακες ἐκφράζουν τὰς εὐχαριστίας των διὰ τὴν ὑποστήριξιν τῶν αἰτημάτων των ἐνώπιον τῆς Βουλῆς καὶ τὴν ἐπίλυσιν τῶν ζητημάτων τοῦ κλάδου.	[284, 730, 453, 778]
table-row	[22, 1444, 570, 1457]
table-row	[22, 1374, 570, 1388]
col-drach-3: ΔΡΑΧ.	[283, 1136, 339, 1151]
ticket-number: 1979	[42, 1194, 68, 1206]
prize-amount: 10.000	[300, 1360, 337, 1373]
ticket-number: 102991	[355, 1597, 393, 1610]
prize-amount: 3.000	[537, 1555, 568, 1568]
